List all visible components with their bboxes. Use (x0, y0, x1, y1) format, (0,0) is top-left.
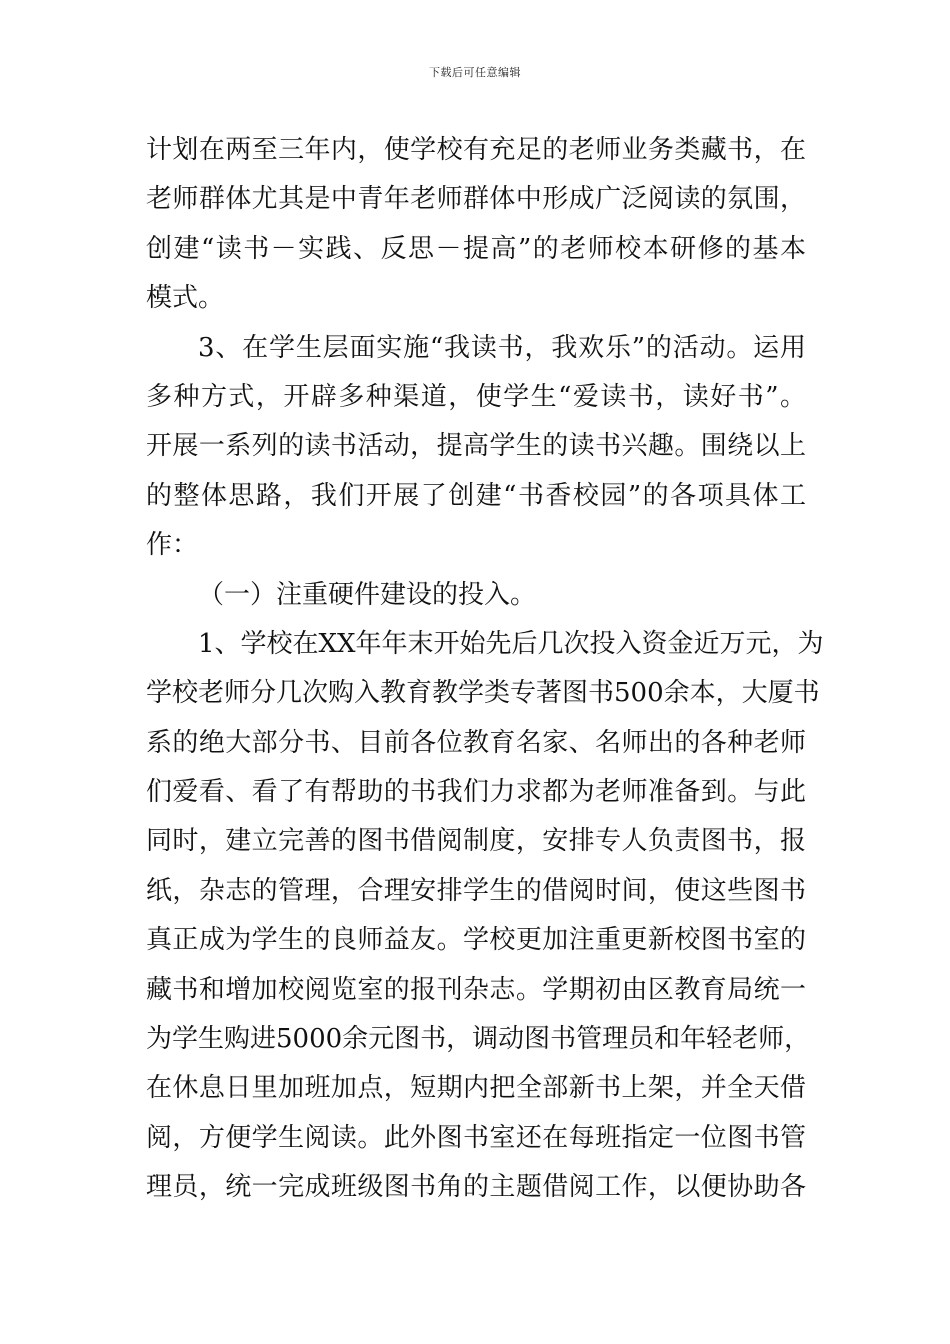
text-line: 多种方式，开辟多种渠道，使学生“爱读书，读好书”。 (146, 381, 806, 412)
section-heading: （一）注重硬件建设的投入。 (198, 579, 537, 610)
text-line: 真正成为学生的良师益友。学校更加注重更新校图书室的 (146, 925, 806, 956)
text-line: 创建“读书－实践、反思－提高”的老师校本研修的基本 (146, 233, 806, 264)
text-line: 纸，杂志的管理，合理安排学生的借阅时间，使这些图书 (146, 875, 806, 906)
document-body (146, 126, 824, 1213)
text-line: 老师群体尤其是中青年老师群体中形成广泛阅读的氛围， (146, 184, 806, 215)
text-line: 为学生购进5000余元图书，调动图书管理员和年轻老师， (146, 1024, 811, 1055)
text-line: 们爱看、看了有帮助的书我们力求都为老师准备到。与此 (146, 777, 806, 808)
text-line: 阅，方便学生阅读。此外图书室还在每班指定一位图书管 (146, 1122, 806, 1153)
text-line: 理员，统一完成班级图书角的主题借阅工作，以便协助各 (146, 1172, 806, 1203)
text-line: 计划在两至三年内，使学校有充足的老师业务类藏书，在 (146, 135, 806, 165)
text-line: 模式。 (146, 283, 225, 314)
text-line: 同时，建立完善的图书借阅制度，安排专人负责图书，报 (146, 826, 806, 857)
text-line: 学校老师分几次购入教育教学类专著图书500余本，大厦书 (146, 678, 820, 709)
text-line: 在休息日里加班加点，短期内把全部新书上架，并全天借 (146, 1073, 806, 1104)
text-line: 开展一系列的读书活动，提高学生的读书兴趣。围绕以上 (146, 431, 806, 462)
text-line: 1、学校在XX年年末开始先后几次投入资金近万元，为 (198, 628, 824, 659)
text-line: 系的绝大部分书、目前各位教育名家、名师出的各种老师 (146, 727, 806, 758)
text-line: 的整体思路，我们开展了创建“书香校园”的各项具体工 (146, 480, 806, 511)
text-line: 作： (146, 530, 199, 561)
text-line: 3、在学生层面实施“我读书，我欢乐”的活动。运用 (198, 332, 806, 363)
page-header-note: 下载后可任意编辑 (429, 66, 521, 79)
text-line: 藏书和增加校阅览室的报刊杂志。学期初由区教育局统一 (146, 974, 806, 1005)
